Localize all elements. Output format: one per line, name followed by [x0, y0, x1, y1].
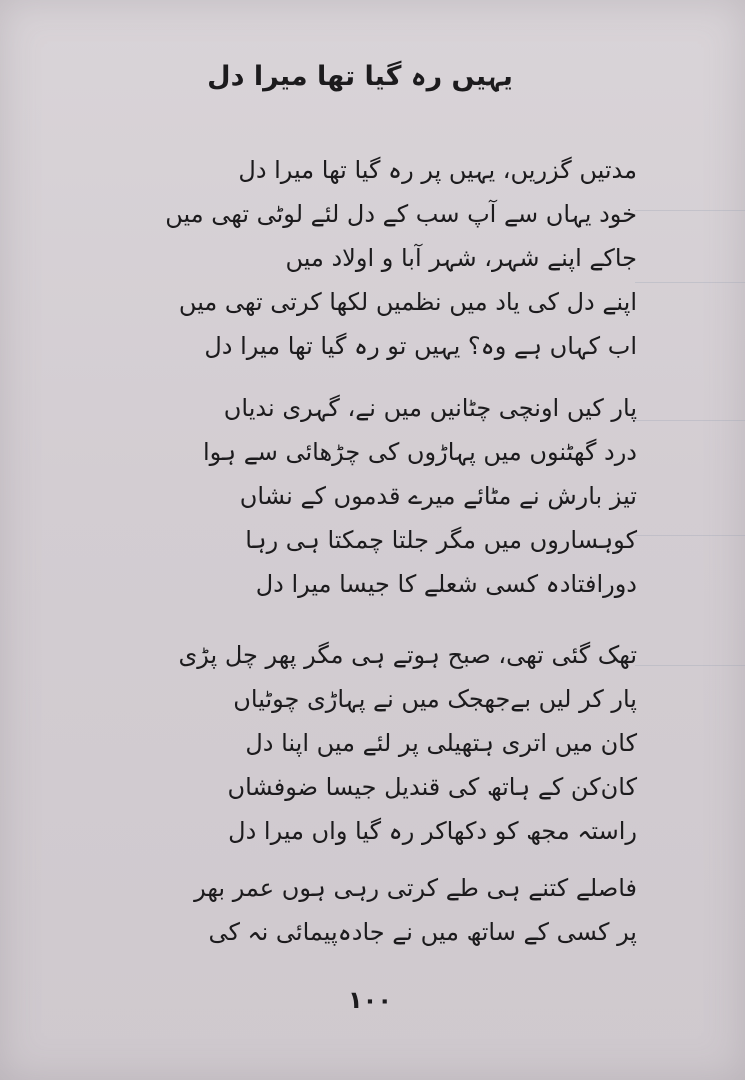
bleed-through-mark: [635, 210, 745, 211]
poem-line: راستہ مجھ کو دکھاکر رہ گیا واں میرا دل: [228, 817, 637, 845]
poem-line: خود یہاں سے آپ سب کے دل لئے لوٹی تھی میں: [165, 200, 637, 228]
bleed-through-mark: [635, 665, 745, 666]
stanza-4: [117, 866, 637, 954]
stanza-2: [117, 386, 637, 606]
bleed-through-mark: [635, 535, 745, 536]
poem-line: کان میں اتری ہتھیلی پر لئے میں اپنا دل: [245, 729, 637, 757]
poem-line: پار کر لیں بےجھجک میں نے پہاڑی چوٹیاں: [233, 685, 637, 713]
bleed-through-mark: [635, 420, 745, 421]
stanza-1: [117, 148, 637, 368]
poem-line: درد گھٹنوں میں پہاڑوں کی چڑھائی سے ہوا: [202, 438, 637, 466]
poem-line: کان‌کن کے ہاتھ کی قندیل جیسا ضوفشاں: [227, 773, 637, 801]
poem-line: پر کسی کے ساتھ میں نے جادہ‌پیمائی نہ کی: [208, 918, 637, 946]
poem-line: تیز بارش نے مٹائے میرے قدموں کے نشاں: [239, 482, 637, 510]
poem-line: کوہساروں میں مگر جلتا چمکتا ہی رہا: [245, 526, 637, 554]
bleed-through-mark: [635, 282, 745, 283]
poem-line: فاصلے کتنے ہی طے کرتی رہی ہوں عمر بھر: [194, 874, 637, 902]
poem-title: یہیں رہ گیا تھا میرا دل: [207, 61, 513, 92]
poem-line: تھک گئی تھی، صبح ہوتے ہی مگر پھر چل پڑی: [178, 641, 637, 669]
poem-line: جاکے اپنے شہر، شہر آبا و اولاد میں: [285, 244, 637, 272]
stanza-3: [117, 633, 637, 853]
poem-line: اپنے دل کی یاد میں نظمیں لکھا کرتی تھی میں: [178, 288, 637, 316]
poem-line: اب کہاں ہے وہ؟ یہیں تو رہ گیا تھا میرا دل: [204, 332, 637, 360]
poem-line: مدتیں گزریں، یہیں پر رہ گیا تھا میرا دل: [238, 156, 637, 184]
poem-line: دورافتادہ کسی شعلے کا جیسا میرا دل: [255, 570, 637, 598]
page-number: ١٠٠: [348, 986, 392, 1014]
poem-line: پار کیں اونچی چٹانیں میں نے، گہری ندیاں: [223, 394, 637, 422]
